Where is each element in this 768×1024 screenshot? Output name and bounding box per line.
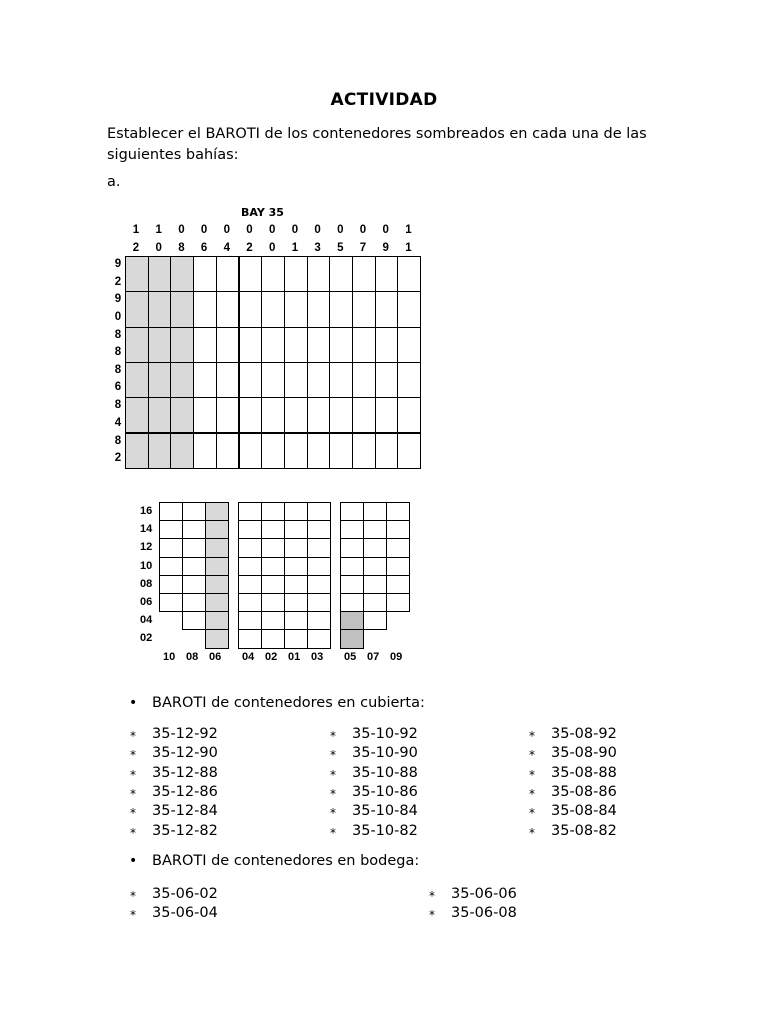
column-label: 0 xyxy=(223,224,230,236)
hold-slot xyxy=(363,557,387,576)
deck-slot xyxy=(307,397,331,433)
item-label-a: a. xyxy=(107,174,121,190)
hold-answer-item: 35-06-02 xyxy=(152,886,218,902)
hold-tier-label: 08 xyxy=(140,577,153,590)
hold-slot xyxy=(182,557,206,576)
asterisk-icon: * xyxy=(529,786,535,801)
hold-slot xyxy=(363,575,387,594)
deck-slot xyxy=(193,256,217,292)
hold-tier-label: 16 xyxy=(140,505,153,517)
deck-answer-item: 35-10-92 xyxy=(352,726,418,742)
hold-row-label: 10 xyxy=(163,651,176,663)
column-label: 1 xyxy=(132,224,140,236)
deck-answer-item: 35-12-90 xyxy=(152,745,218,762)
column-label: 6 xyxy=(200,242,208,254)
deck-slot xyxy=(375,433,399,469)
deck-slot xyxy=(261,291,285,327)
hold-row-label: 01 xyxy=(288,651,301,663)
hold-slot xyxy=(307,593,331,612)
deck-slot xyxy=(284,256,308,292)
tier-label: 2 xyxy=(114,275,122,288)
hold-row-label: 02 xyxy=(265,651,278,663)
hold-slot xyxy=(363,520,387,539)
column-label: 0 xyxy=(314,224,321,236)
hold-slot xyxy=(307,538,331,557)
deck-answer-item: 35-08-84 xyxy=(551,803,617,820)
hold-row-label: 03 xyxy=(311,651,324,663)
hold-slot xyxy=(386,502,410,521)
deck-slot xyxy=(397,291,421,327)
hold-slot xyxy=(182,611,206,630)
deck-slot xyxy=(125,362,149,398)
deck-slot xyxy=(193,327,217,363)
deck-slot xyxy=(397,362,421,398)
deck-answers-heading: BAROTI de contenedores en cubierta: xyxy=(152,695,425,711)
asterisk-icon: * xyxy=(330,786,336,801)
hold-slot xyxy=(307,575,331,594)
tier-label: 8 xyxy=(114,434,122,447)
deck-slot xyxy=(148,327,172,363)
deck-slot xyxy=(329,256,353,292)
hold-slot xyxy=(159,557,183,576)
hold-slot xyxy=(386,557,410,576)
deck-slot xyxy=(307,327,331,363)
hold-slot xyxy=(340,538,364,557)
deck-slot xyxy=(170,291,194,327)
deck-slot xyxy=(397,327,421,363)
hold-slot xyxy=(238,575,262,594)
hold-slot xyxy=(205,538,229,557)
deck-slot xyxy=(329,397,353,433)
hold-slot xyxy=(340,593,364,612)
deck-slot xyxy=(193,433,217,469)
column-label: 1 xyxy=(405,242,412,254)
bullet-icon: • xyxy=(129,853,138,869)
column-label: 0 xyxy=(246,224,253,236)
deck-slot xyxy=(397,433,421,469)
asterisk-icon: * xyxy=(529,825,535,840)
hold-row-label: 04 xyxy=(242,651,255,663)
deck-slot xyxy=(239,397,263,433)
hold-slot xyxy=(238,557,262,576)
hold-slot xyxy=(307,557,331,576)
asterisk-icon: * xyxy=(330,825,336,840)
hold-slot xyxy=(205,629,229,648)
hold-slot xyxy=(386,520,410,539)
hold-slot xyxy=(182,538,206,557)
deck-slot xyxy=(397,256,421,292)
hold-slot xyxy=(386,538,410,557)
deck-slot xyxy=(307,433,331,469)
hold-slot xyxy=(284,593,308,612)
hold-slot xyxy=(205,593,229,612)
hold-slot xyxy=(363,593,387,612)
deck-slot xyxy=(261,256,285,292)
hold-slot xyxy=(238,593,262,612)
deck-answer-item: 35-08-90 xyxy=(551,745,617,762)
column-label: 0 xyxy=(337,224,344,236)
hold-slot xyxy=(205,502,229,521)
hold-row-label: 05 xyxy=(344,651,357,663)
deck-slot xyxy=(352,397,376,433)
hold-slot xyxy=(284,502,308,521)
deck-answer-item: 35-08-86 xyxy=(551,783,617,800)
column-label: 1 xyxy=(291,242,299,254)
hold-slot xyxy=(284,557,308,576)
tier-label: 9 xyxy=(114,258,122,270)
deck-slot xyxy=(375,397,399,433)
deck-slot xyxy=(239,327,263,363)
deck-slot xyxy=(329,362,353,398)
asterisk-icon: * xyxy=(130,825,136,840)
deck-slot xyxy=(307,362,331,398)
deck-slot xyxy=(239,433,263,469)
deck-slot xyxy=(284,397,308,433)
deck-answer-item: 35-12-92 xyxy=(152,726,218,742)
hold-slot xyxy=(340,520,364,539)
hold-slot xyxy=(261,611,285,630)
hold-slot xyxy=(182,575,206,594)
deck-slot xyxy=(125,291,149,327)
hold-slot xyxy=(261,502,285,521)
deck-slot xyxy=(216,433,240,469)
asterisk-icon: * xyxy=(529,729,535,743)
hold-slot xyxy=(182,520,206,539)
column-label: 0 xyxy=(178,224,185,236)
hold-slot xyxy=(284,575,308,594)
deck-answer-item: 35-08-88 xyxy=(551,764,617,781)
deck-slot xyxy=(261,397,285,433)
hold-slot xyxy=(284,611,308,630)
deck-answer-item: 35-10-86 xyxy=(352,783,418,800)
hold-slot xyxy=(205,611,229,630)
hold-slot xyxy=(307,611,331,630)
bay-title: BAY 35 xyxy=(241,206,284,219)
hold-slot xyxy=(205,575,229,594)
asterisk-icon: * xyxy=(429,889,435,903)
deck-answer-item: 35-08-82 xyxy=(551,822,617,839)
hold-slot xyxy=(363,502,387,521)
hold-slot xyxy=(340,502,364,521)
deck-answer-item: 35-12-82 xyxy=(152,822,218,839)
asterisk-icon: * xyxy=(330,748,336,763)
deck-slot xyxy=(397,397,421,433)
deck-slot xyxy=(352,362,376,398)
tier-label: 0 xyxy=(114,310,122,323)
deck-slot xyxy=(352,256,376,292)
deck-slot xyxy=(170,327,194,363)
deck-slot xyxy=(170,397,194,433)
column-label: 0 xyxy=(155,242,162,254)
deck-answer-item: 35-12-84 xyxy=(152,803,218,820)
asterisk-icon: * xyxy=(330,806,336,821)
tier-label: 8 xyxy=(114,328,122,341)
hold-slot xyxy=(261,520,285,539)
asterisk-icon: * xyxy=(529,767,535,782)
hold-slot xyxy=(182,593,206,612)
asterisk-icon: * xyxy=(330,767,336,782)
hold-slot xyxy=(238,611,262,630)
tier-label: 2 xyxy=(114,452,122,464)
column-label: 2 xyxy=(246,242,253,254)
deck-slot xyxy=(216,397,240,433)
column-label: 2 xyxy=(132,242,140,254)
deck-slot xyxy=(284,362,308,398)
tier-label: 8 xyxy=(114,346,122,359)
asterisk-icon: * xyxy=(130,889,136,903)
hold-answers-heading: BAROTI de contenedores en bodega: xyxy=(152,853,420,869)
deck-answer-item: 35-08-92 xyxy=(551,726,617,742)
hold-slot xyxy=(159,538,183,557)
hold-slot xyxy=(340,611,364,630)
column-label: 7 xyxy=(359,242,367,254)
deck-slot xyxy=(148,362,172,398)
deck-slot xyxy=(125,433,149,469)
column-label: 9 xyxy=(382,242,389,254)
tier-label: 8 xyxy=(114,363,122,376)
hold-row-label: 08 xyxy=(186,651,199,663)
asterisk-icon: * xyxy=(330,729,336,743)
column-label: 0 xyxy=(382,224,389,236)
hold-slot xyxy=(159,593,183,612)
hold-slot xyxy=(340,629,364,648)
deck-answer-item: 35-10-84 xyxy=(352,803,418,820)
deck-slot xyxy=(307,291,331,327)
hold-slot xyxy=(386,575,410,594)
hold-slot xyxy=(307,629,331,648)
deck-slot xyxy=(125,327,149,363)
asterisk-icon: * xyxy=(130,806,136,821)
hold-slot xyxy=(363,611,387,630)
hold-slot xyxy=(238,538,262,557)
hold-slot xyxy=(307,502,331,521)
deck-slot xyxy=(170,362,194,398)
deck-slot xyxy=(193,397,217,433)
deck-slot xyxy=(193,291,217,327)
hold-slot xyxy=(261,557,285,576)
deck-slot xyxy=(170,433,194,469)
deck-slot xyxy=(125,397,149,433)
deck-slot xyxy=(261,362,285,398)
hold-tier-label: 12 xyxy=(140,541,153,554)
asterisk-icon: * xyxy=(529,748,535,763)
hold-slot xyxy=(238,629,262,648)
hold-slot xyxy=(182,502,206,521)
tier-label: 4 xyxy=(114,416,122,429)
hold-slot xyxy=(238,502,262,521)
tier-label: 6 xyxy=(114,381,122,394)
intro-paragraph: Establecer el BAROTI de los contenedores sombreados en cada una de las siguientes bahías: xyxy=(107,126,647,163)
bullet-icon: • xyxy=(129,695,138,711)
asterisk-icon: * xyxy=(429,908,435,922)
deck-slot xyxy=(375,256,399,292)
asterisk-icon: * xyxy=(130,729,136,743)
deck-slot xyxy=(261,433,285,469)
hold-slot xyxy=(205,557,229,576)
column-label: 1 xyxy=(405,224,412,236)
hold-slot xyxy=(386,593,410,612)
hold-slot xyxy=(363,538,387,557)
hold-slot xyxy=(307,520,331,539)
hold-tier-label: 04 xyxy=(140,614,153,627)
asterisk-icon: * xyxy=(130,908,136,922)
page-title: ACTIVIDAD xyxy=(330,90,438,110)
hold-slot xyxy=(340,557,364,576)
hold-slot xyxy=(205,520,229,539)
deck-slot xyxy=(125,256,149,292)
hold-tier-label: 10 xyxy=(140,559,153,572)
deck-answer-item: 35-12-86 xyxy=(152,783,218,800)
hold-slot xyxy=(159,575,183,594)
tier-label: 8 xyxy=(114,399,122,412)
hold-row-label: 07 xyxy=(367,651,380,663)
hold-slot xyxy=(159,502,183,521)
deck-slot xyxy=(148,433,172,469)
deck-slot xyxy=(375,291,399,327)
deck-slot xyxy=(329,327,353,363)
asterisk-icon: * xyxy=(529,806,535,821)
hold-row-label: 06 xyxy=(209,651,222,663)
deck-slot xyxy=(216,327,240,363)
deck-slot xyxy=(216,256,240,292)
hold-answer-item: 35-06-04 xyxy=(152,905,218,921)
hold-slot xyxy=(261,575,285,594)
column-label: 0 xyxy=(268,224,276,236)
deck-slot xyxy=(170,256,194,292)
deck-slot xyxy=(216,362,240,398)
hold-tier-label: 02 xyxy=(140,632,153,645)
asterisk-icon: * xyxy=(130,748,136,763)
hold-slot xyxy=(261,629,285,648)
hold-slot xyxy=(261,593,285,612)
column-label: 0 xyxy=(200,224,208,236)
asterisk-icon: * xyxy=(130,786,136,801)
column-label: 5 xyxy=(337,242,344,254)
hold-answer-item: 35-06-06 xyxy=(451,886,517,902)
column-label: 3 xyxy=(314,242,321,254)
deck-slot xyxy=(284,291,308,327)
deck-slot xyxy=(148,397,172,433)
hold-tier-label: 14 xyxy=(140,523,153,536)
deck-slot xyxy=(148,291,172,327)
deck-slot xyxy=(239,291,263,327)
deck-answer-item: 35-10-88 xyxy=(352,764,418,781)
hold-slot xyxy=(261,538,285,557)
column-label: 0 xyxy=(268,242,276,254)
deck-slot xyxy=(284,327,308,363)
hold-slot xyxy=(284,520,308,539)
deck-slot xyxy=(352,327,376,363)
deck-slot xyxy=(307,256,331,292)
hold-row-label: 09 xyxy=(390,651,403,663)
deck-answer-item: 35-10-82 xyxy=(352,822,418,839)
column-label: 1 xyxy=(155,224,162,236)
hold-answer-item: 35-06-08 xyxy=(451,905,517,921)
deck-slot xyxy=(148,256,172,292)
hold-slot xyxy=(238,520,262,539)
deck-slot xyxy=(352,433,376,469)
hold-slot xyxy=(340,575,364,594)
deck-slot xyxy=(329,433,353,469)
deck-slot xyxy=(193,362,217,398)
deck-slot xyxy=(216,291,240,327)
hold-slot xyxy=(159,520,183,539)
deck-slot xyxy=(261,327,285,363)
column-label: 4 xyxy=(223,242,230,254)
deck-slot xyxy=(352,291,376,327)
tier-label: 9 xyxy=(114,293,122,306)
column-label: 0 xyxy=(291,224,299,236)
hold-slot xyxy=(284,629,308,648)
deck-slot xyxy=(375,327,399,363)
deck-slot xyxy=(375,362,399,398)
deck-slot xyxy=(239,256,263,292)
deck-slot xyxy=(239,362,263,398)
column-label: 0 xyxy=(359,224,367,236)
asterisk-icon: * xyxy=(130,767,136,782)
column-label: 8 xyxy=(178,242,185,254)
deck-answer-item: 35-12-88 xyxy=(152,764,218,781)
hold-slot xyxy=(284,538,308,557)
hold-tier-label: 06 xyxy=(140,596,153,608)
deck-slot xyxy=(284,433,308,469)
deck-answer-item: 35-10-90 xyxy=(352,745,418,762)
deck-slot xyxy=(329,291,353,327)
